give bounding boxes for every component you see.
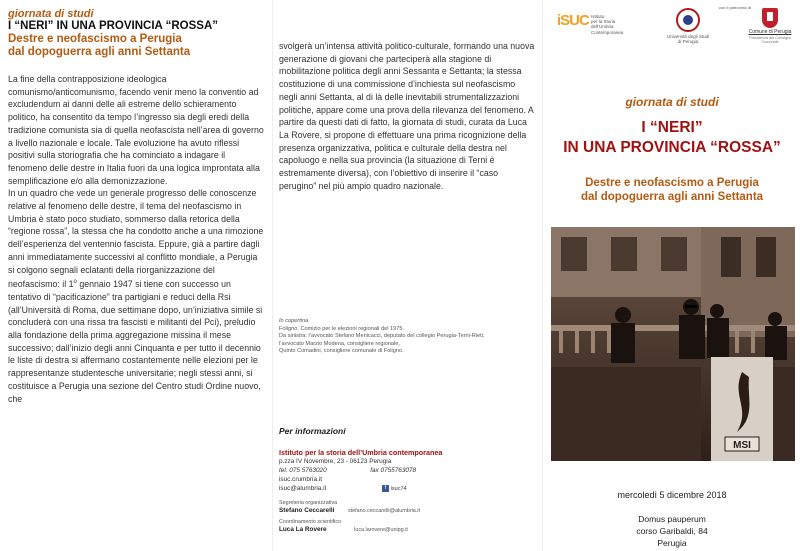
fax: fax 0755763078	[370, 467, 417, 474]
left-subtitle-2: dal dopoguerra agli anni Settanta	[8, 46, 191, 58]
patronage-label: con il patrocinio di	[719, 5, 752, 10]
cover-panel	[542, 0, 800, 551]
cover-title: I “NERI” IN UNA PROVINCIA “ROSSA”	[563, 119, 781, 156]
secretary-email[interactable]: stefano.ceccarelli@alumbria.it	[347, 508, 420, 514]
msi-sign: MSI	[733, 440, 751, 451]
coordinator-name: Luca La Rovere	[279, 526, 327, 533]
secretary-name: Stefano Ceccarelli	[279, 507, 335, 514]
middle-panel	[272, 0, 542, 551]
coordinator-email[interactable]: luca.larovere@unipg.it	[354, 527, 408, 533]
middle-paragraph: svolgerà un’intensa attività politico-culturale, formando una nuova generazione di giovani che parteciperà alla stagione di mobilitazione politica degli anni Sessanta e Settanta; la stessa costituzione di una commissione d’inchiesta sul neofascismo negli anni Settanta, al di là delle inevitabili strumentalizzazioni politiche, appare come una prova della rilevanza del fenomeno. A partire da questi dati di fatto, la giornata di studi, curata da Luca La Rovere, si propone di effettuare una prima ricognizione della presenza organizzativa, politica e culturale della destra nel capoluogo e nella sua provincia (la situazione di Terni è estremamente diversa), con l’obiettivo di inserire il “caso perugino” nel più ampio quadro nazionale.	[279, 41, 535, 191]
cover-subtitle: Destre e neofascismo a Perugia dal dopoguerra agli anni Settanta	[580, 177, 764, 203]
secretary-label: Segreteria organizzativa	[279, 500, 338, 506]
left-panel	[0, 0, 272, 551]
left-paragraph-1: La fine della contrapposizione ideologica comunismo/anticomunismo, facendo venir meno la conventio ad excludendum ai danni delle ali estreme dello schieramento politico, ha consentito da tempo l’ingresso sia degli eredi della tradizione comunista sia di quella neofascista nell’area di governo a livello nazionale e locale. Tale evoluzione ha avuto riflessi positivi sulla storiografia che ha cominciato a indagare il fenomeno delle destre in Italia fuori da una logica improntata alla semplificazione e/o alla demonizzazione.	[8, 74, 264, 186]
facebook-icon[interactable]: f	[382, 485, 389, 492]
coordinator-label: Coordinamento scientifico	[279, 519, 342, 525]
cover-photo-illustration	[551, 227, 795, 461]
institute-name: Istituto per la storia dell’Umbria contemporanea	[279, 448, 443, 457]
cover-tag: giornata di studi	[625, 95, 719, 109]
institute-address: p.zza IV Novembre, 23 - 06123 Perugia	[279, 458, 392, 465]
comune-logo: Comune di Perugia Presidenza del Consiglio Comunale	[743, 8, 797, 44]
logo-row	[543, 4, 800, 49]
email-line	[279, 484, 539, 494]
coordinator-line	[279, 525, 539, 535]
email-link[interactable]: isuc@alumbria.it	[279, 485, 327, 492]
event-date: mercoledì 5 dicembre 2018	[617, 490, 727, 500]
university-seal-icon	[676, 8, 700, 32]
social-handle[interactable]: isuc74	[390, 486, 407, 492]
info-heading: Per informazioni	[279, 426, 346, 436]
left-body	[8, 73, 264, 405]
left-tag: giornata di studi	[8, 8, 94, 20]
phone-fax-line	[279, 466, 539, 475]
left-subtitle-1: Destre e neofascismo a Perugia	[8, 33, 182, 45]
info-block	[279, 426, 539, 535]
event-venue: Domus pauperum corso Garibaldi, 84 Perugia	[636, 514, 708, 548]
website-link[interactable]: isuc.crumbria.it	[279, 476, 322, 483]
cover-photo	[551, 227, 795, 461]
isuc-logo: iSUC Istituto per la Storia dell’Umbria Contemporanea	[557, 12, 624, 35]
comune-shield-icon	[762, 8, 778, 28]
university-logo: Università degli Studi di Perugia	[665, 8, 711, 44]
left-title: I “NERI” IN UNA PROVINCIA “ROSSA”	[8, 20, 218, 32]
phone: tel. 075 5763020	[279, 467, 327, 474]
secretary-line	[279, 506, 539, 516]
left-paragraph-2: In un quadro che vede un generale progresso delle conoscenze relative al fenomeno delle destre, il tema del neofascismo in Umbria è stato poco studiato, sommerso dalla retorica della “regione rossa”, la stessa che ha condotto anche a una rimozione dell’esperienza del ventennio fascista. Eppure, già a partire dagli anni immediatamente successivi al conflitto mondiale, a Perugia si colgono segnali eclatanti della riorganizzazione del neofascismo: il 1$^o$ gennaio 1947 si tiene con successo un tentativo di “pacificazione” tra partigiani e reduci della Rsi (all’Università di Roma, due settimane dopo, un’iniziativa simile si concluderà con una rissa tra fascisti e militanti del Pci), preludio alla fondazione della prima aggregazione missina il mese successivo; dall’inizio degli anni Cinquanta e per tutto il decennio le liste di destra si affermano costantemente nelle elezioni per le rappresentanze studentesche universitarie; negli stessi anni, si costituisce a Perugia una sezione del Centro studi Ordine nuovo, che	[8, 188, 264, 404]
photo-captions: In copertina Foligno. Comizio per le elezioni regionali del 1975. Da sinistra: l’avvocato Stefano Menicacci, deputato del collegio Perugia-Terni-Rieti, l’avvocato Marzio Modena, consigliere regionale, Quinto Comadini, consigliere comunale di Foligno.	[279, 318, 485, 354]
